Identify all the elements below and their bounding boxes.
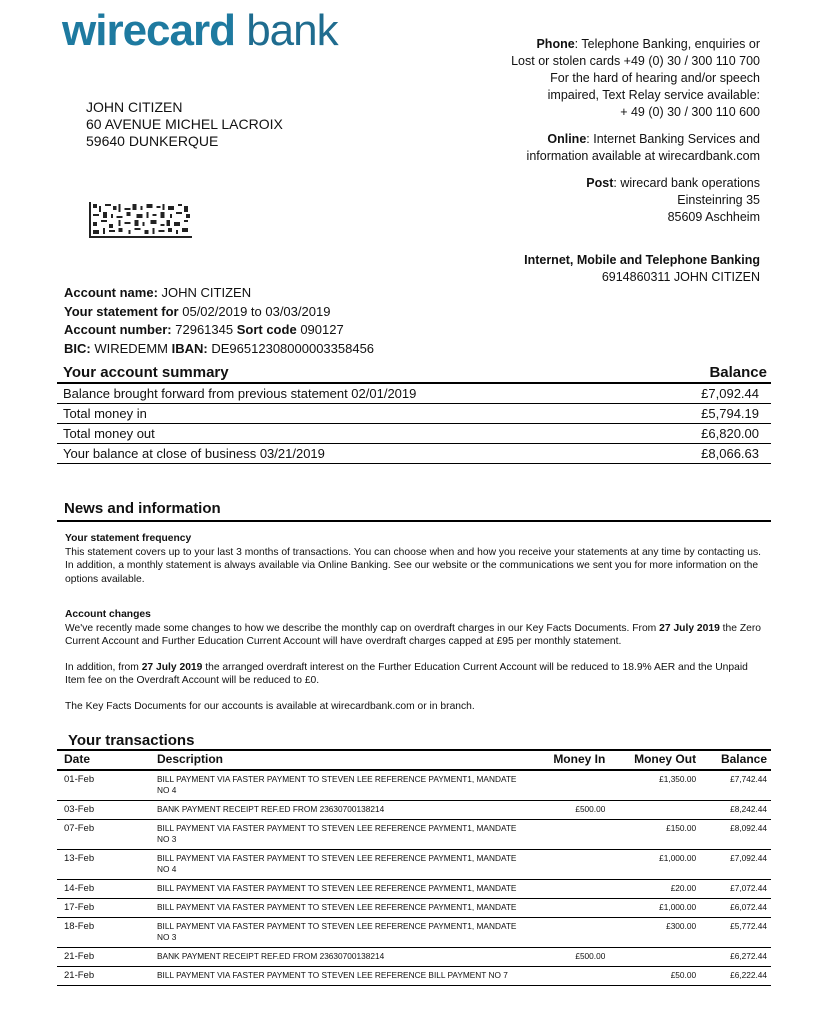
- tx-money-out: £150.00: [609, 820, 700, 850]
- news-text: the arranged overdraft interest on the Further Education Current Account will be reduced to 18.9% AER and the Unpaid Item fee on the Overdraft Account will be reduced to £0.: [65, 661, 748, 686]
- tx-money-out: £1,000.00: [609, 899, 700, 918]
- tx-money-in: [531, 967, 609, 986]
- col-date: Date: [57, 751, 150, 770]
- address-line-2: 59640 DUNKERQUE: [86, 133, 219, 149]
- transactions-table: [57, 751, 771, 986]
- transactions-section: [57, 732, 771, 986]
- news-paragraph-changes: [65, 622, 763, 649]
- tx-balance: £7,072.44: [700, 880, 771, 899]
- online-text: : Internet Banking Services and: [586, 132, 760, 146]
- tx-balance: £6,272.44: [700, 948, 771, 967]
- summary-row-label: Total money in: [63, 406, 147, 421]
- account-summary: [57, 364, 771, 464]
- post-line-2: Einsteinring 35: [677, 193, 760, 207]
- table-row: [57, 899, 771, 918]
- tx-date: 21-Feb: [57, 948, 150, 967]
- summary-row-value: £5,794.19: [701, 406, 759, 421]
- table-row: [57, 967, 771, 986]
- tx-balance: £7,742.44: [700, 770, 771, 801]
- address-line-1: 60 AVENUE MICHEL LACROIX: [86, 116, 283, 132]
- customer-name: JOHN CITIZEN: [86, 99, 183, 115]
- tx-description: BILL PAYMENT VIA FASTER PAYMENT TO STEVEN LEE REFERENCE PAYMENT1, MANDATE NO 4: [150, 770, 531, 801]
- tx-date: 07-Feb: [57, 820, 150, 850]
- news-paragraph-keyfacts: The Key Facts Documents for our accounts is available at wirecardbank.com or in branch.: [65, 700, 475, 712]
- statement-period-label: Your statement for: [64, 303, 179, 319]
- tx-money-out: £50.00: [609, 967, 700, 986]
- tx-balance: £6,222.44: [700, 967, 771, 986]
- col-money-in: Money In: [531, 751, 609, 770]
- tx-money-in: [531, 770, 609, 801]
- bic-label: BIC:: [64, 340, 91, 356]
- col-description: Description: [150, 751, 531, 770]
- summary-row-value: £7,092.44: [701, 386, 759, 401]
- summary-row-value: £6,820.00: [701, 426, 759, 441]
- table-row: [57, 770, 771, 801]
- summary-title: Your account summary: [63, 364, 229, 381]
- col-balance: Balance: [700, 751, 771, 770]
- tx-money-in: [531, 918, 609, 948]
- news-title: News and information: [57, 500, 771, 522]
- tx-date: 21-Feb: [57, 967, 150, 986]
- tx-date: 13-Feb: [57, 850, 150, 880]
- tx-money-out: £1,350.00: [609, 770, 700, 801]
- banking-label: Internet, Mobile and Telephone Banking: [524, 253, 760, 267]
- summary-row-label: Your balance at close of business 03/21/2019: [63, 446, 325, 461]
- tx-money-out: [609, 801, 700, 820]
- tx-date: 01-Feb: [57, 770, 150, 801]
- news-subheading-changes: Account changes: [65, 609, 151, 620]
- tx-balance: £8,092.44: [700, 820, 771, 850]
- account-name-label: Account name:: [64, 285, 158, 300]
- tx-money-in: [531, 850, 609, 880]
- tx-description: BILL PAYMENT VIA FASTER PAYMENT TO STEVEN LEE REFERENCE PAYMENT1, MANDATE NO 3: [150, 820, 531, 850]
- news-text: We've recently made some changes to how we describe the monthly cap on overdraft charges in our Key Facts Documents. From: [65, 622, 660, 634]
- tx-description: BILL PAYMENT VIA FASTER PAYMENT TO STEVEN LEE REFERENCE PAYMENT1, MANDATE NO 4: [150, 850, 531, 880]
- account-number-value: 72961345: [175, 322, 234, 337]
- phone-text: : Telephone Banking, enquiries or: [574, 37, 760, 51]
- tx-money-out: £1,000.00: [609, 850, 700, 880]
- banking-reference: 6914860311 JOHN CITIZEN: [601, 270, 760, 284]
- phone-label: Phone: [536, 37, 575, 51]
- news-subheading-frequency: Your statement frequency: [65, 533, 192, 544]
- tx-description: BILL PAYMENT VIA FASTER PAYMENT TO STEVEN LEE REFERENCE PAYMENT1, MANDATE: [150, 899, 531, 918]
- account-name-value: JOHN CITIZEN: [161, 285, 252, 300]
- iban-value: DE96512308000003358456: [211, 340, 375, 356]
- phone-line-2: Lost or stolen cards +49 (0) 30 / 300 110 700: [511, 54, 760, 68]
- table-row: [57, 820, 771, 850]
- tx-balance: £7,092.44: [700, 850, 771, 880]
- phone-line-3: For the hard of hearing and/or speech: [550, 71, 760, 85]
- tx-description: BANK PAYMENT RECEIPT REF.ED FROM 23630700138214: [150, 948, 531, 967]
- tx-date: 14-Feb: [57, 880, 150, 899]
- phone-line-5: + 49 (0) 30 / 300 110 600: [620, 105, 760, 119]
- news-date: 27 July 2019: [141, 661, 203, 673]
- transactions-title: Your transactions: [57, 732, 771, 751]
- tx-description: BILL PAYMENT VIA FASTER PAYMENT TO STEVEN LEE REFERENCE BILL PAYMENT NO 7: [150, 967, 531, 986]
- bic-value: WIREDEMM: [94, 340, 169, 356]
- contact-info: [440, 36, 760, 286]
- statement-period-value: 05/02/2019 to 03/03/2019: [182, 303, 331, 319]
- bank-logo: [62, 6, 338, 56]
- news-text: the Zero Current Account and Further Education Current Account will have overdraft charges capped at £95 per monthly statement.: [65, 622, 762, 647]
- account-number-label: Account number:: [64, 322, 172, 337]
- tx-balance: £5,772.44: [700, 918, 771, 948]
- tx-money-in: £500.00: [531, 948, 609, 967]
- tx-money-out: £300.00: [609, 918, 700, 948]
- news-paragraph-frequency: This statement covers up to your last 3 months of transactions. You can choose when and how you receive your statements at any time by contacting us. In addition, a monthly statement is always available via Online Banking. See our website or the communications we sent you for more information on the options available.: [65, 546, 761, 585]
- tx-money-in: [531, 899, 609, 918]
- tx-money-out: £20.00: [609, 880, 700, 899]
- tx-balance: £8,242.44: [700, 801, 771, 820]
- tx-money-in: [531, 820, 609, 850]
- datamatrix-barcode-icon: [89, 202, 192, 238]
- post-text: : wirecard bank operations: [613, 176, 760, 190]
- post-label: Post: [586, 176, 614, 190]
- table-row: [57, 850, 771, 880]
- tx-date: 03-Feb: [57, 801, 150, 820]
- table-row: [57, 801, 771, 820]
- summary-row-value: £8,066.63: [701, 446, 759, 461]
- logo-wordmark-2: bank: [234, 6, 338, 55]
- account-details: [64, 284, 374, 358]
- news-text: In addition, from: [65, 661, 142, 673]
- iban-label: IBAN:: [171, 340, 208, 356]
- online-line-2: information available at wirecardbank.com: [526, 149, 760, 163]
- tx-balance: £6,072.44: [700, 899, 771, 918]
- news-date: 27 July 2019: [659, 622, 720, 634]
- online-label: Online: [547, 132, 587, 146]
- sort-code-label: Sort code: [236, 322, 297, 337]
- col-money-out: Money Out: [609, 751, 700, 770]
- tx-description: BILL PAYMENT VIA FASTER PAYMENT TO STEVEN LEE REFERENCE PAYMENT1, MANDATE: [150, 880, 531, 899]
- table-row: [57, 918, 771, 948]
- tx-date: 18-Feb: [57, 918, 150, 948]
- summary-row: [57, 424, 771, 444]
- post-line-3: 85609 Aschheim: [667, 210, 760, 224]
- logo-wordmark-1: wirecard: [62, 6, 235, 55]
- tx-date: 17-Feb: [57, 899, 150, 918]
- tx-money-in: £500.00: [531, 801, 609, 820]
- tx-description: BILL PAYMENT VIA FASTER PAYMENT TO STEVEN LEE REFERENCE PAYMENT1, MANDATE NO 3: [150, 918, 531, 948]
- table-row: [57, 880, 771, 899]
- tx-money-out: [609, 948, 700, 967]
- sort-code-value: 090127: [300, 322, 344, 337]
- summary-balance-header: Balance: [709, 364, 767, 381]
- summary-row-label: Balance brought forward from previous statement 02/01/2019: [63, 386, 417, 401]
- summary-row: [57, 384, 771, 404]
- customer-address: [86, 99, 283, 150]
- summary-row: [57, 404, 771, 424]
- summary-row-label: Total money out: [63, 426, 155, 441]
- table-row: [57, 948, 771, 967]
- summary-row: [57, 444, 771, 464]
- news-paragraph-overdraft: [65, 661, 763, 688]
- phone-line-4: impaired, Text Relay service available:: [547, 88, 760, 102]
- tx-money-in: [531, 880, 609, 899]
- news-section: [57, 500, 771, 713]
- tx-description: BANK PAYMENT RECEIPT REF.ED FROM 23630700138214: [150, 801, 531, 820]
